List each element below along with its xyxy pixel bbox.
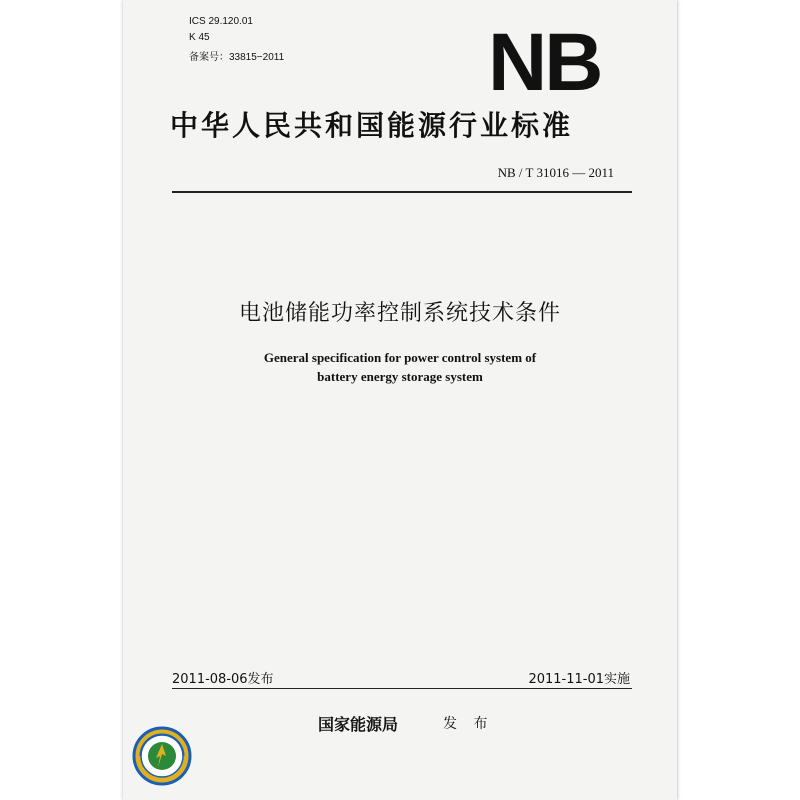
issue-label: 发 布 xyxy=(443,716,494,732)
document-title-en-line1: General specification for power control system of xyxy=(263,350,537,365)
top-divider xyxy=(172,191,632,193)
document-title-en-line2: battery energy storage system xyxy=(317,369,483,384)
publisher-seal-icon xyxy=(132,726,192,786)
issuer-name: 国家能源局 xyxy=(318,715,399,734)
issued-date: 2011-08-06发布 xyxy=(172,672,274,687)
industry-standard-title: 中华人民共和国能源行业标准 xyxy=(170,109,574,142)
nb-logo: NB xyxy=(488,17,601,108)
record-number: 备案号：33815−2011 xyxy=(189,52,285,63)
classification-code: K 45 xyxy=(189,32,210,43)
ics-code: ICS 29.120.01 xyxy=(189,16,253,27)
standard-code: NB / T 31016 — 2011 xyxy=(497,165,614,180)
document-title-cn: 电池储能功率控制系统技术条件 xyxy=(238,301,561,326)
effective-date: 2011-11-01实施 xyxy=(528,672,630,687)
bottom-divider xyxy=(172,688,632,689)
